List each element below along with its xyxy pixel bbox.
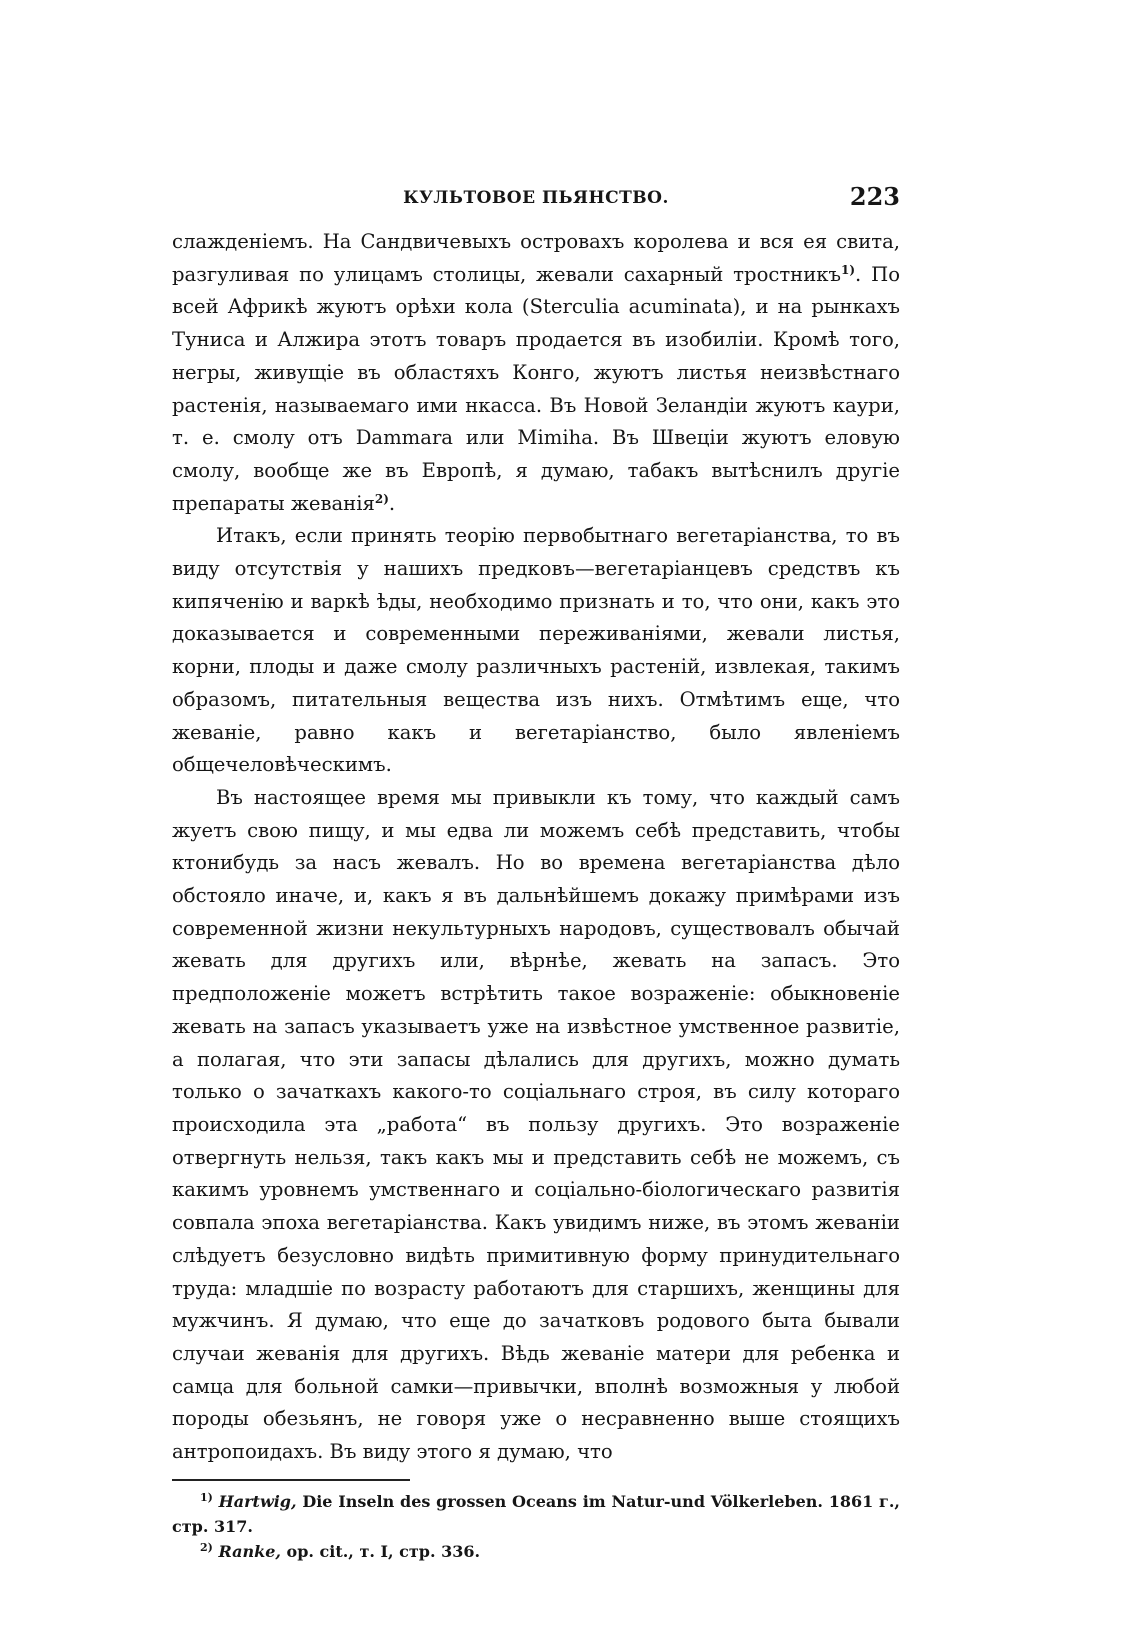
body-text	[172, 226, 900, 1469]
footnote-2-mark: 2)	[200, 1540, 213, 1554]
footnote-1-author: Hartwig,	[218, 1491, 297, 1511]
footnotes	[172, 1489, 900, 1564]
paragraph-3: Въ настоящее время мы привыкли къ тому, что каждый самъ жуетъ свою пищу, и мы едва ли можемъ себѣ представить, чтобы ктонибудь за насъ жевалъ. Но во времена вегетаріанства дѣло обстояло иначе, и, какъ я въ дальнѣйшемъ докажу примѣрами изъ современной жизни некультурныхъ народовъ, существовалъ обычай жевать для другихъ или, вѣрнѣе, жевать на запасъ. Это предположеніе можетъ встрѣтить такое возраженіе: обыкновеніе жевать на запасъ указываетъ уже на извѣстное умственное развитіе, а полагая, что эти запасы дѣлались для другихъ, можно думать только о зачаткахъ какого-то соціальнаго строя, въ силу котораго происходила эта „работа“ въ пользу другихъ. Это возраженіе отвергнуть нельзя, такъ какъ мы и представить себѣ не можемъ, съ какимъ уровнемъ умственнаго и соціально-біологическаго развитія совпала эпоха вегетаріанства. Какъ увидимъ ниже, въ этомъ жеваніи слѣдуетъ безусловно видѣть примитивную форму принудительнаго труда: младшіе по возрасту работаютъ для старшихъ, женщины для мужчинъ. Я думаю, что еще до зачатковъ родового быта бывали случаи жеванія для другихъ. Вѣдь жеваніе матери для ребенка и самца для больной самки—привычки, вполнѣ возможныя у любой породы обезьянъ, не говоря уже о несравненно выше стоящихъ антропоидахъ. Въ виду этого я думаю, что	[172, 785, 900, 1464]
footnote-2	[172, 1539, 900, 1564]
footnote-1-mark: 1)	[200, 1490, 213, 1504]
page-number: 223	[849, 182, 900, 211]
footnote-2-author: Ranke,	[218, 1541, 281, 1561]
footnote-divider	[172, 1479, 410, 1481]
paragraph-2: Итакъ, если принять теорію первобытнаго вегетаріанства, то въ виду отсутствія у нашихъ предковъ—вегетаріанцевъ средствъ къ кипяченію и варкѣ ѣды, необходимо признать и то, что они, какъ это доказывается и современными переживаніями, жевали листья, корни, плоды и даже смолу различныхъ растеній, извлекая, такимъ образомъ, питательныя вещества изъ нихъ. Отмѣтимъ еще, что жеваніе, равно какъ и вегетаріанство, было явленіемъ общечеловѣческимъ.	[172, 524, 900, 777]
running-head	[172, 178, 900, 226]
footnote-ref-1: 1)	[841, 262, 856, 277]
book-page	[172, 178, 900, 1564]
footnote-ref-2: 2)	[374, 491, 389, 506]
paragraph-1-text: слажденіемъ. На Сандвичевыхъ островахъ королева и вся ея свита, разгуливая по улицамъ столицы, жевали сахарный тростникъ	[172, 230, 900, 286]
running-title: КУЛЬТОВОЕ ПЬЯНСТВО.	[403, 188, 669, 208]
footnote-2-text: op. cit., т. I, стр. 336.	[286, 1541, 481, 1561]
footnote-1-text: Die Inseln des grossen Oceans im Natur-und Völkerleben. 1861 г., стр. 317.	[172, 1491, 901, 1536]
paragraph-1-text-continued: . По всей Африкѣ жуютъ орѣхи кола (Sterculia acuminata), и на рынкахъ Туниса и Алжира этотъ товаръ продается въ изобиліи. Кромѣ того, негры, живущіе въ областяхъ Конго, жуютъ листья неизвѣстнаго растенія, называемаго ими нкасса. Въ Новой Зеландіи жуютъ каури, т. е. смолу отъ Dammara или Mimiha. Въ Швеціи жуютъ еловую смолу, вообще же въ Европѣ, я думаю, табакъ вытѣснилъ другіе препараты жеванія	[172, 262, 900, 515]
paragraph-1	[172, 226, 900, 520]
paragraph-1-text-end: .	[388, 491, 396, 515]
footnote-1	[172, 1489, 900, 1539]
